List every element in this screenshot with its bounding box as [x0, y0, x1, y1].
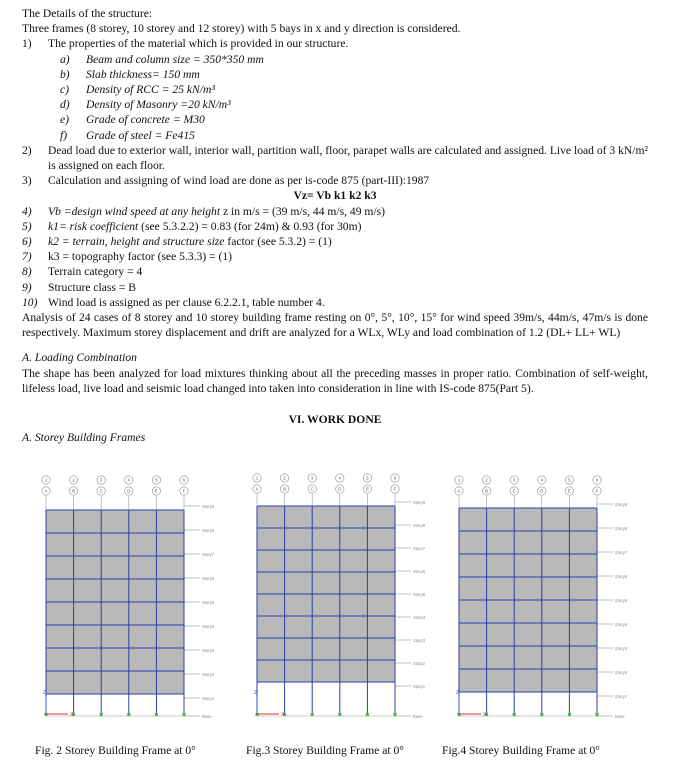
- prop-f: f) Grade of steel = Fe415: [60, 128, 195, 142]
- item-4: 4) Vb =design wind speed at any height z in m/s = (39 m/s, 44 m/s, 49 m/s): [22, 204, 386, 218]
- storey-label: Story2: [202, 672, 215, 677]
- grid-bubble-label: 2: [72, 477, 75, 483]
- support-marker: [568, 713, 571, 716]
- storey-label: Story2: [413, 661, 426, 666]
- item-9: 9) Structure class = B: [22, 280, 137, 294]
- support-marker: [127, 713, 130, 716]
- grid-bubble-label: 1: [44, 477, 48, 483]
- support-marker: [155, 713, 158, 716]
- storey-label: Base: [202, 714, 212, 719]
- storey-label: Story3: [413, 638, 426, 643]
- grid-bubble-label: F: [595, 488, 599, 494]
- grid-bubble-label: D: [338, 486, 342, 492]
- prop-c: c) Density of RCC = 25 kN/m³: [60, 83, 215, 97]
- caption-fig4: Fig.4 Storey Building Frame at 0°: [442, 744, 600, 757]
- grid-bubble-label: B: [485, 488, 488, 494]
- support-marker: [540, 713, 543, 716]
- grid-bubble-label: 6: [182, 477, 186, 483]
- caption-fig2: Fig. 2 Storey Building Frame at 0°: [35, 744, 196, 757]
- storey-label: Story4: [413, 615, 426, 620]
- z-axis-label: Z: [254, 690, 258, 696]
- details-heading: The Details of the structure:: [22, 7, 153, 20]
- storey-label: Story8: [413, 523, 426, 528]
- storey-label: Story3: [202, 648, 215, 653]
- loading-paragraph: The shape has been analyzed for load mixtures thinking about all the preceding masses in proper ratio. Combination of self-weight, lifeless load, live load and seismic load changed into taken into consideration in line with IS-code 875(Part 5).: [22, 366, 648, 395]
- grid-bubble-label: D: [127, 488, 131, 494]
- storey-label: Story1: [615, 694, 628, 699]
- support-marker: [394, 713, 397, 716]
- wind-formula: Vz= Vb k1 k2 k3: [293, 189, 377, 203]
- storey-label: Story7: [202, 552, 215, 557]
- grid-bubble-label: F: [182, 488, 186, 494]
- analysis-paragraph: Analysis of 24 cases of 8 storey and 10 storey building frame resting on 0°, 5°, 10°, 15° for wind speed 39m/s, 44m/s, 47m/s is done respectively. Maximum storey displacement and drift are analyzed for a WLx, WLy and load combination of 1.2 (DL+ LL+ WL): [22, 311, 648, 340]
- storey-label: Base: [413, 714, 423, 719]
- grid-bubble-label: B: [72, 488, 75, 494]
- storey-label: Story5: [413, 592, 426, 597]
- grid-bubble-label: 5: [568, 477, 571, 483]
- figure-4: [445, 470, 629, 726]
- support-marker: [596, 713, 599, 716]
- grid-bubble-label: A: [255, 486, 259, 492]
- storey-label: Story5: [615, 598, 628, 603]
- grid-bubble-label: E: [568, 488, 571, 494]
- storey-label: Story3: [615, 646, 628, 651]
- grid-bubble-label: 2: [283, 475, 286, 481]
- support-marker: [338, 713, 341, 716]
- grid-bubble-label: 6: [595, 477, 599, 483]
- item-6: 6) k2 = terrain, height and structure size factor (see 5.3.2) = (1): [22, 235, 332, 249]
- prop-a: a) Beam and column size = 350*350 mm: [60, 52, 264, 66]
- support-marker: [183, 713, 186, 716]
- grid-bubble-label: 5: [366, 475, 369, 481]
- x-axis-label: X: [281, 712, 285, 718]
- support-marker: [311, 713, 314, 716]
- item-7: 7) k3 = topography factor (see 5.3.3) = (1): [22, 250, 233, 264]
- figure-3: [243, 470, 427, 726]
- x-axis-label: X: [483, 712, 487, 718]
- grid-bubble-label: A: [457, 488, 461, 494]
- storey-label: Base: [615, 714, 625, 719]
- support-marker: [513, 713, 516, 716]
- frames-heading: A. Storey Building Frames: [22, 431, 146, 445]
- item-5: 5) k1= risk coefficient (see 5.3.2.2) = 0.83 (for 24m) & 0.93 (for 30m): [22, 219, 362, 233]
- caption-fig3: Fig.3 Storey Building Frame at 0°: [246, 744, 404, 757]
- grid-bubble-label: C: [310, 486, 314, 492]
- grid-bubble-label: 2: [485, 477, 488, 483]
- grid-bubble-label: E: [155, 488, 158, 494]
- storey-label: Story5: [202, 600, 215, 605]
- support-marker: [366, 713, 369, 716]
- storey-label: Story2: [615, 670, 628, 675]
- grid-bubble-label: A: [44, 488, 48, 494]
- support-marker: [100, 713, 103, 716]
- frame-elevation-fig4: [445, 470, 629, 726]
- grid-bubble-label: 4: [338, 475, 341, 481]
- frame-elevation-fig3: [243, 470, 427, 726]
- storey-label: Story4: [615, 622, 628, 627]
- grid-bubble-label: E: [366, 486, 369, 492]
- item-1: 1) The properties of the material which is provided in our structure.: [22, 37, 349, 51]
- storey-label: Story9: [615, 502, 628, 507]
- grid-bubble-label: 1: [255, 475, 259, 481]
- grid-bubble-label: D: [540, 488, 544, 494]
- prop-d: d) Density of Masonry =20 kN/m³: [60, 98, 231, 112]
- storey-label: Story6: [413, 569, 426, 574]
- storey-label: Story1: [413, 684, 426, 689]
- storey-label: Story7: [413, 546, 426, 551]
- grid-bubble-label: 1: [457, 477, 461, 483]
- grid-bubble-label: F: [393, 486, 397, 492]
- frame-elevation-fig2: [32, 470, 216, 726]
- storey-label: Story9: [413, 500, 426, 505]
- figure-2: [32, 470, 216, 726]
- grid-bubble-label: 4: [540, 477, 543, 483]
- grid-bubble-label: 5: [155, 477, 158, 483]
- storey-label: Story8: [615, 526, 628, 531]
- prop-e: e) Grade of concrete = M30: [60, 113, 205, 127]
- z-axis-label: Z: [43, 690, 47, 696]
- work-done-heading: VI. WORK DONE: [288, 413, 382, 427]
- storey-label: Story6: [615, 574, 628, 579]
- z-axis-label: Z: [456, 690, 460, 696]
- prop-b: b) Slab thickness= 150 mm: [60, 67, 200, 81]
- storey-label: Story8: [202, 528, 215, 533]
- grid-bubble-label: 3: [513, 477, 516, 483]
- storey-label: Story7: [615, 550, 628, 555]
- loading-heading: A. Loading Combination: [22, 351, 137, 365]
- storey-label: Story1: [202, 696, 215, 701]
- storey-label: Story4: [202, 624, 215, 629]
- item-3: 3) Calculation and assigning of wind load are done as per is-code 875 (part-III):1987: [22, 174, 430, 188]
- grid-bubble-label: C: [99, 488, 103, 494]
- grid-bubble-label: 4: [127, 477, 130, 483]
- document-body: [22, 6, 648, 445]
- grid-bubble-label: 6: [393, 475, 397, 481]
- item-10: 10) Wind load is assigned as per clause 6.2.2.1, table number 4.: [22, 295, 325, 309]
- grid-bubble-label: C: [512, 488, 516, 494]
- intro-text: Three frames (8 storey, 10 storey and 12 storey) with 5 bays in x and y direction is considered.: [22, 22, 461, 36]
- storey-label: Story6: [202, 576, 215, 581]
- grid-bubble-label: 3: [311, 475, 314, 481]
- item-8: 8) Terrain category = 4: [22, 265, 143, 279]
- storey-label: Story9: [202, 504, 215, 509]
- grid-bubble-label: B: [283, 486, 286, 492]
- item-2: 2) Dead load due to exterior wall, interior wall, partition wall, floor, parapet walls are calculated and assigned. Live load of 3 kN/m² is assigned on each floor.: [22, 143, 648, 173]
- x-axis-label: X: [70, 712, 74, 718]
- grid-bubble-label: 3: [100, 477, 103, 483]
